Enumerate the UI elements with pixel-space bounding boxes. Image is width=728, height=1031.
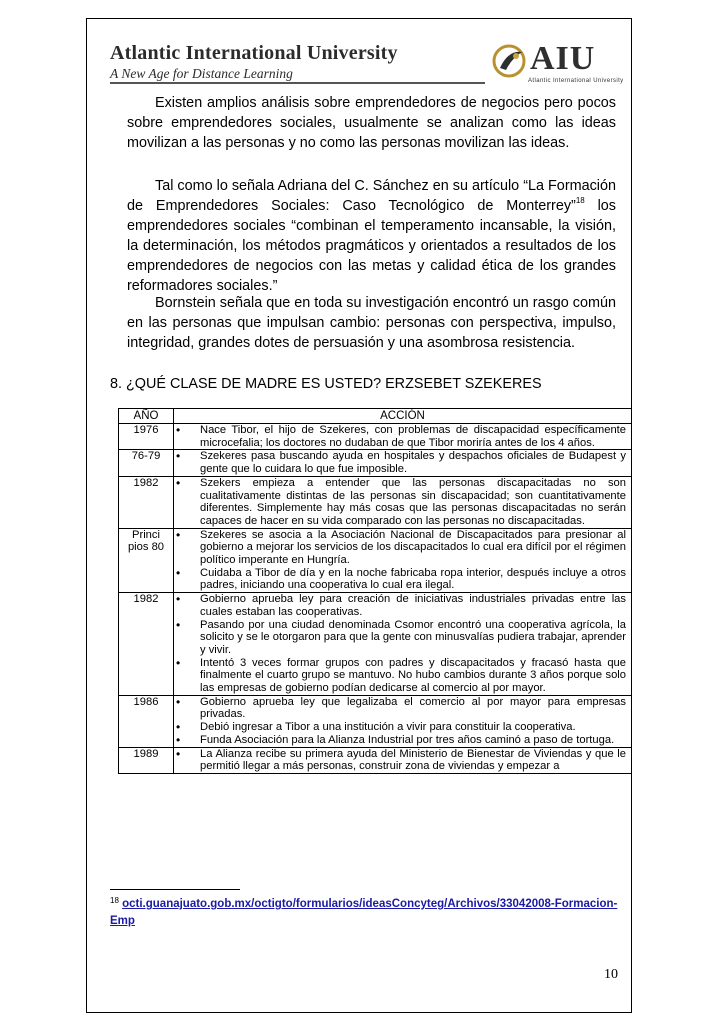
- aiu-logo: [492, 40, 624, 88]
- row-actions: [174, 476, 632, 528]
- action-item: • Nace Tibor, el hijo de Szekeres, con problemas de discapacidad específicamente microcefalia; los doctores no dudaban de que Tibor moriría antes de los 4 años.: [176, 424, 626, 449]
- action-item: • La Alianza recibe su primera ayuda del Ministerio de Bienestar de Viviendas y que le permitió llegar a más personas, construir zona de viviendas y empezar a: [176, 748, 626, 773]
- action-item: • Debió ingresar a Tibor a una institución a vivir para constituir la cooperativa.: [176, 721, 626, 734]
- paragraph-1-text: Existen amplios análisis sobre emprendedores de negocios pero pocos sobre emprendedores sociales, usualmente se analizan como las ideas movilizan a las personas y no como las personas movilizan las ideas.: [127, 95, 616, 151]
- row-actions: [174, 747, 632, 773]
- paragraph-3: [127, 293, 616, 353]
- footnote: [110, 896, 620, 930]
- header-divider: [110, 82, 485, 84]
- column-action: ACCIÓN: [174, 409, 632, 424]
- footnote-number: 18: [110, 896, 119, 905]
- table-row: [119, 424, 632, 450]
- paragraph-3-text: Bornstein señala que en toda su investigación encontró un rasgo común en las personas que impulsan cambio: personas con perspectiva, impulso, integridad, grandes dotes de persuasión y una asombrosa resistencia.: [127, 295, 616, 351]
- table-row: [119, 476, 632, 528]
- table-body: [119, 424, 632, 774]
- footnote-link[interactable]: octi.guanajuato.gob.mx/octigto/formularios/ideasConcyteg/Archivos/33042008-Formacion-Emp: [110, 898, 618, 927]
- row-actions: [174, 593, 632, 696]
- logo-subtext: Atlantic International University: [528, 78, 624, 84]
- row-year: 1976: [119, 424, 174, 450]
- footnote-ref: 18: [575, 196, 585, 205]
- table-row: [119, 695, 632, 747]
- row-actions: [174, 695, 632, 747]
- row-year: 76-79: [119, 450, 174, 476]
- table-row: [119, 450, 632, 476]
- action-item: • Funda Asociación para la Alianza Industrial por tres años caminó a paso de tortuga.: [176, 734, 626, 747]
- page-number: 10: [604, 967, 618, 982]
- action-item: • Szekers empieza a entender que las personas discapacitadas no son cualitativamente distintas de las personas sin discapacidad; son cuantitativamente diferentes. Simplemente hay más cosas que las personas discapacitadas no serán capaces de hacer en su vida comparado con las personas no discapacitadas.: [176, 477, 626, 528]
- university-tagline: A New Age for Distance Learning: [110, 66, 293, 81]
- action-item: • Szekeres se asocia a la Asociación Nacional de Discapacitados para presionar al gobierno a mejorar los servicios de los discapacitados lo cual era difícil por el régimen político imperante en Hungría.: [176, 529, 626, 567]
- timeline-table: [118, 408, 632, 774]
- row-year: 1982: [119, 593, 174, 696]
- row-year: Princi pios 80: [119, 528, 174, 593]
- row-year: 1986: [119, 695, 174, 747]
- paragraph-2-rest: los emprendedores sociales “combinan el temperamento incansable, la visión, la determinación, los métodos pragmáticos y orientados a resultados de los emprendedores de negocios con las metas y calidad ética de los grandes reformadores sociales.”: [127, 198, 616, 294]
- action-item: • Gobierno aprueba ley para creación de iniciativas industriales privadas entre las cuales estaban las cooperativas.: [176, 593, 626, 618]
- action-item: • Intentó 3 veces formar grupos con padres y discapacitados y fracasó hasta que finalmente el cuarto grupo se mantuvo. No hubo cambios durante 3 años porque solo las empresas de gobierno podían dedicarse al comercio al por mayor.: [176, 657, 626, 695]
- section-heading: 8. ¿QUÉ CLASE DE MADRE ES USTED? ERZSEBET SZEKERES: [110, 376, 542, 392]
- university-name: Atlantic International University: [110, 42, 398, 64]
- paragraph-2-text: Tal como lo señala Adriana del C. Sánchez en su artículo “La Formación de Emprendedores Sociales: Caso Tecnológico de Monterrey”: [127, 178, 616, 214]
- row-year: 1989: [119, 747, 174, 773]
- action-item: • Cuidaba a Tibor de día y en la noche fabricaba ropa interior, después incluye a otros padres, iniciando una cooperativa lo cual era ilegal.: [176, 567, 626, 592]
- row-year: 1982: [119, 476, 174, 528]
- row-actions: [174, 450, 632, 476]
- action-item: • Pasando por una ciudad denominada Csomor encontró una cooperativa agrícola, la solicito y se le otorgaron para que la gente con minusvalías pudiera trabajar, aprender y vivir.: [176, 619, 626, 657]
- footnote-divider: [110, 889, 240, 890]
- action-item: • Gobierno aprueba ley que legalizaba el comercio al por mayor para empresas privadas.: [176, 696, 626, 721]
- table-row: [119, 747, 632, 773]
- column-year: AÑO: [119, 409, 174, 424]
- header-branding: [110, 42, 398, 82]
- aiu-logo-icon: [492, 44, 528, 78]
- paragraph-1: [127, 93, 616, 153]
- logo-text: AIU: [530, 40, 596, 77]
- action-item: • Szekeres pasa buscando ayuda en hospitales y despachos oficiales de Budapest y gente que lo cuidara lo que fue imposible.: [176, 450, 626, 475]
- table-row: [119, 528, 632, 593]
- row-actions: [174, 424, 632, 450]
- page-header: [110, 40, 624, 90]
- paragraph-2: [127, 176, 616, 296]
- table-row: [119, 593, 632, 696]
- table-header-row: [119, 409, 632, 424]
- row-actions: [174, 528, 632, 593]
